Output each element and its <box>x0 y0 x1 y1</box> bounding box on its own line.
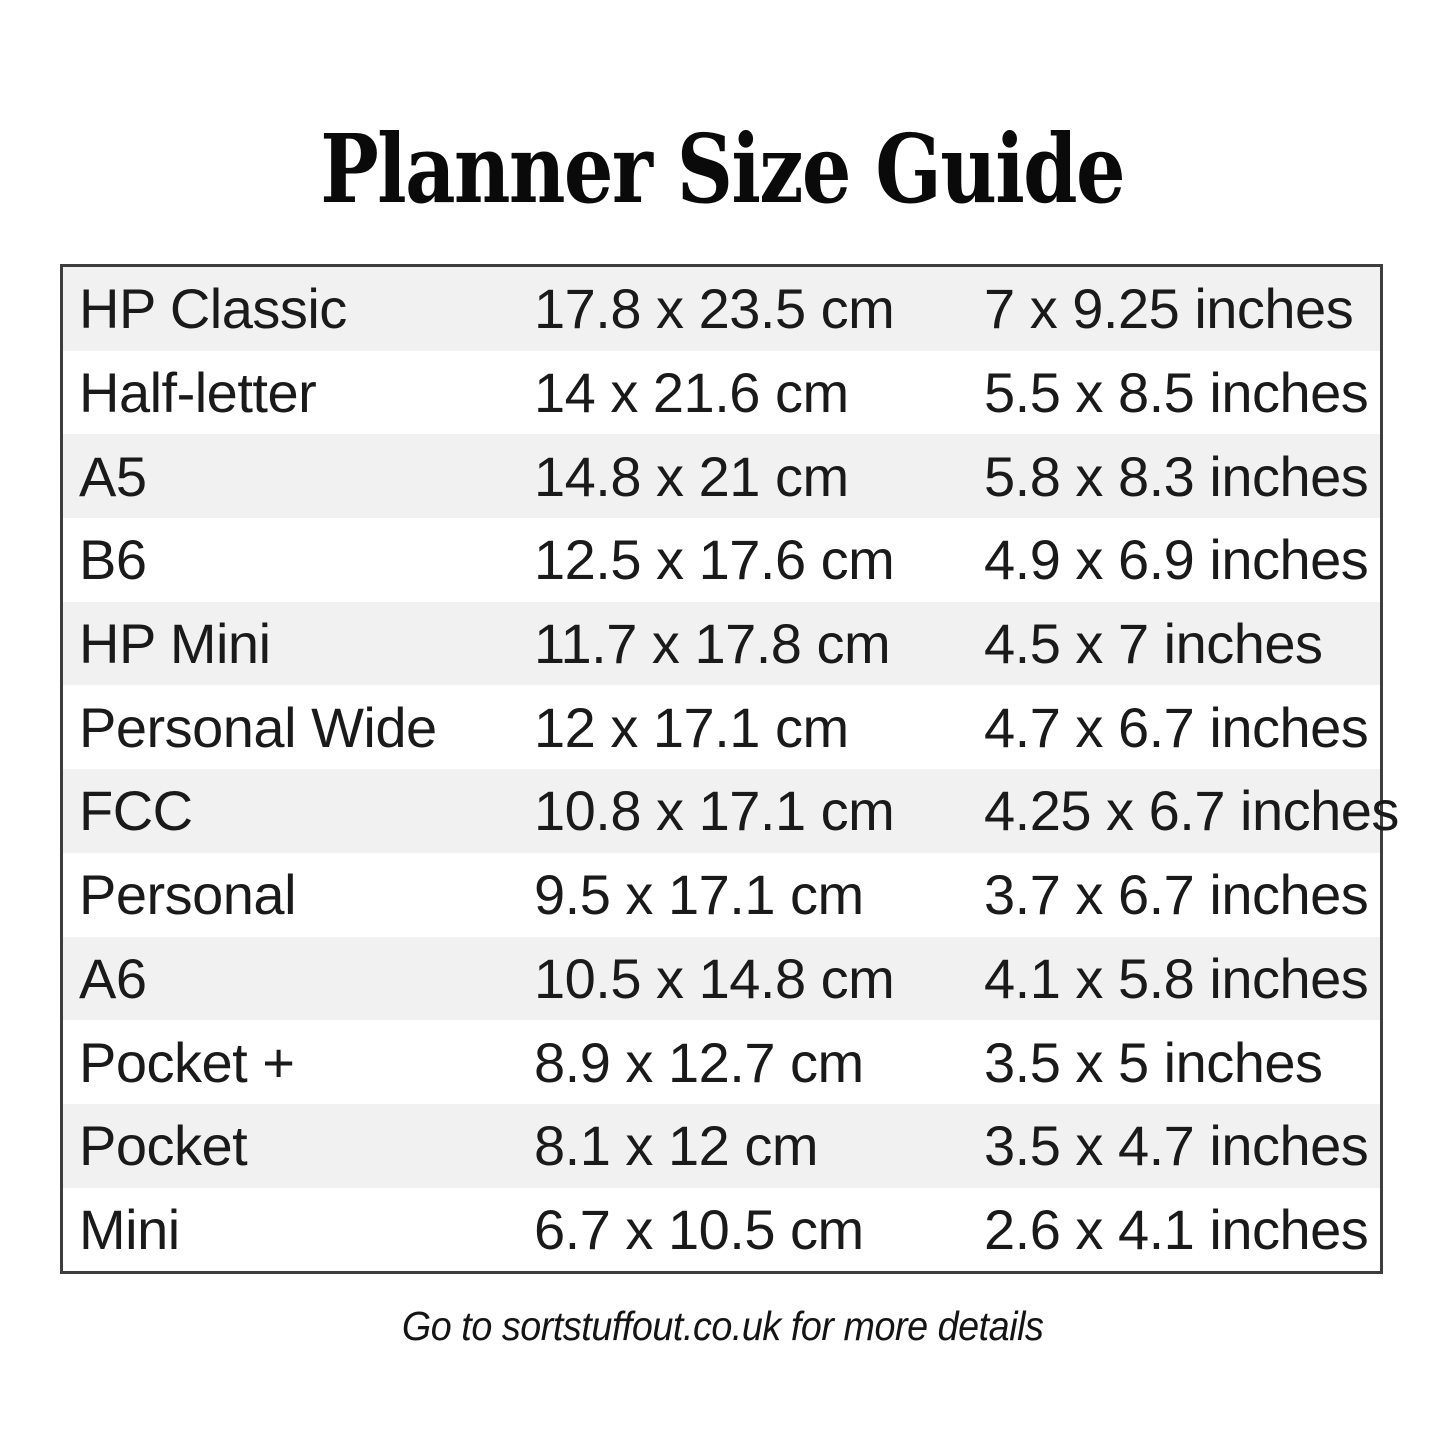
size-cm: 10.5 x 14.8 cm <box>534 946 895 1010</box>
planner-name: Half-letter <box>79 361 317 425</box>
page-header <box>0 114 1445 225</box>
size-cm: 17.8 x 23.5 cm <box>534 277 895 341</box>
size-cm: 14.8 x 21 cm <box>534 444 849 508</box>
planner-name: Personal <box>79 863 297 927</box>
size-inches: 5.8 x 8.3 inches <box>984 444 1369 508</box>
size-cm: 12 x 17.1 cm <box>534 695 849 759</box>
planner-name: HP Mini <box>79 612 271 676</box>
size-cm: 12.5 x 17.6 cm <box>534 528 895 592</box>
planner-name: Pocket + <box>79 1030 295 1094</box>
planner-name: A6 <box>79 946 147 1010</box>
size-cm: 6.7 x 10.5 cm <box>534 1197 864 1261</box>
table-row <box>63 685 1380 769</box>
table-row <box>63 602 1380 686</box>
planner-name: B6 <box>79 528 147 592</box>
planner-name: HP Classic <box>79 277 347 341</box>
table-row <box>63 351 1380 435</box>
size-inches: 5.5 x 8.5 inches <box>984 361 1369 425</box>
size-inches: 4.9 x 6.9 inches <box>984 528 1369 592</box>
table-row <box>63 1188 1380 1272</box>
size-inches: 3.5 x 4.7 inches <box>984 1114 1369 1178</box>
planner-name: A5 <box>79 444 147 508</box>
footer-link-text: Go to sortstuffout.co.uk for more details <box>401 1303 1044 1349</box>
table-row <box>63 434 1380 518</box>
size-cm: 8.1 x 12 cm <box>534 1114 818 1178</box>
planner-name: Pocket <box>79 1114 248 1178</box>
page-footer <box>0 1303 1445 1350</box>
size-cm: 14 x 21.6 cm <box>534 361 849 425</box>
table-row <box>63 267 1380 351</box>
size-inches: 4.25 x 6.7 inches <box>984 779 1399 843</box>
size-inches: 3.7 x 6.7 inches <box>984 863 1369 927</box>
planner-name: FCC <box>79 779 193 843</box>
size-cm: 9.5 x 17.1 cm <box>534 863 864 927</box>
table-row <box>63 1020 1380 1104</box>
table-row <box>63 518 1380 602</box>
size-cm: 10.8 x 17.1 cm <box>534 779 895 843</box>
table-row <box>63 853 1380 937</box>
planner-size-table <box>60 264 1399 1274</box>
size-inches: 3.5 x 5 inches <box>984 1030 1323 1094</box>
planner-name: Mini <box>79 1197 180 1261</box>
size-inches: 4.5 x 7 inches <box>984 612 1323 676</box>
size-inches: 2.6 x 4.1 inches <box>984 1197 1369 1261</box>
page-title: Planner Size Guide <box>320 114 1125 225</box>
size-cm: 8.9 x 12.7 cm <box>534 1030 864 1094</box>
table-row <box>63 937 1380 1021</box>
size-inches: 4.1 x 5.8 inches <box>984 946 1369 1010</box>
size-inches: 4.7 x 6.7 inches <box>984 695 1369 759</box>
table-row <box>63 1104 1380 1188</box>
size-cm: 11.7 x 17.8 cm <box>534 612 891 676</box>
planner-name: Personal Wide <box>79 695 437 759</box>
size-inches: 7 x 9.25 inches <box>984 277 1354 341</box>
table-row <box>63 769 1399 853</box>
